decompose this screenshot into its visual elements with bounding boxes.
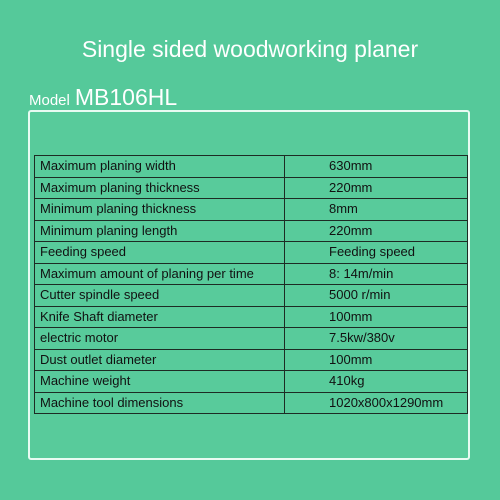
table-row xyxy=(35,349,468,371)
spec-value: 220mm xyxy=(285,220,468,242)
model-row xyxy=(29,84,177,111)
spec-value: 220mm xyxy=(285,177,468,199)
table-row xyxy=(35,371,468,393)
spec-name: Machine weight xyxy=(35,371,285,393)
spec-value: 100mm xyxy=(285,306,468,328)
spec-value: 8: 14m/min xyxy=(285,263,468,285)
spec-name: electric motor xyxy=(35,328,285,350)
table-row xyxy=(35,156,468,178)
spec-name: Dust outlet diameter xyxy=(35,349,285,371)
spec-value: 7.5kw/380v xyxy=(285,328,468,350)
table-row xyxy=(35,306,468,328)
spec-name: Cutter spindle speed xyxy=(35,285,285,307)
model-label: Model xyxy=(29,92,70,109)
spec-name: Knife Shaft diameter xyxy=(35,306,285,328)
spec-value: 8mm xyxy=(285,199,468,221)
model-value: MB106HL xyxy=(74,84,178,110)
spec-name: Minimum planing thickness xyxy=(35,199,285,221)
table-row xyxy=(35,199,468,221)
spec-name: Maximum amount of planing per time xyxy=(35,263,285,285)
spec-table xyxy=(34,155,468,414)
table-row xyxy=(35,328,468,350)
spec-value: 5000 r/min xyxy=(285,285,468,307)
table-row xyxy=(35,263,468,285)
spec-value: Feeding speed xyxy=(285,242,468,264)
table-row xyxy=(35,285,468,307)
spec-value: 100mm xyxy=(285,349,468,371)
page-title: Single sided woodworking planer xyxy=(81,36,419,62)
table-row xyxy=(35,392,468,414)
spec-name: Minimum planing length xyxy=(35,220,285,242)
spec-name: Machine tool dimensions xyxy=(35,392,285,414)
spec-value: 1020x800x1290mm xyxy=(285,392,468,414)
spec-value: 630mm xyxy=(285,156,468,178)
spec-name: Feeding speed xyxy=(35,242,285,264)
spec-value: 410kg xyxy=(285,371,468,393)
spec-name: Maximum planing thickness xyxy=(35,177,285,199)
spec-name: Maximum planing width xyxy=(35,156,285,178)
table-row xyxy=(35,220,468,242)
table-row xyxy=(35,177,468,199)
table-row xyxy=(35,242,468,264)
